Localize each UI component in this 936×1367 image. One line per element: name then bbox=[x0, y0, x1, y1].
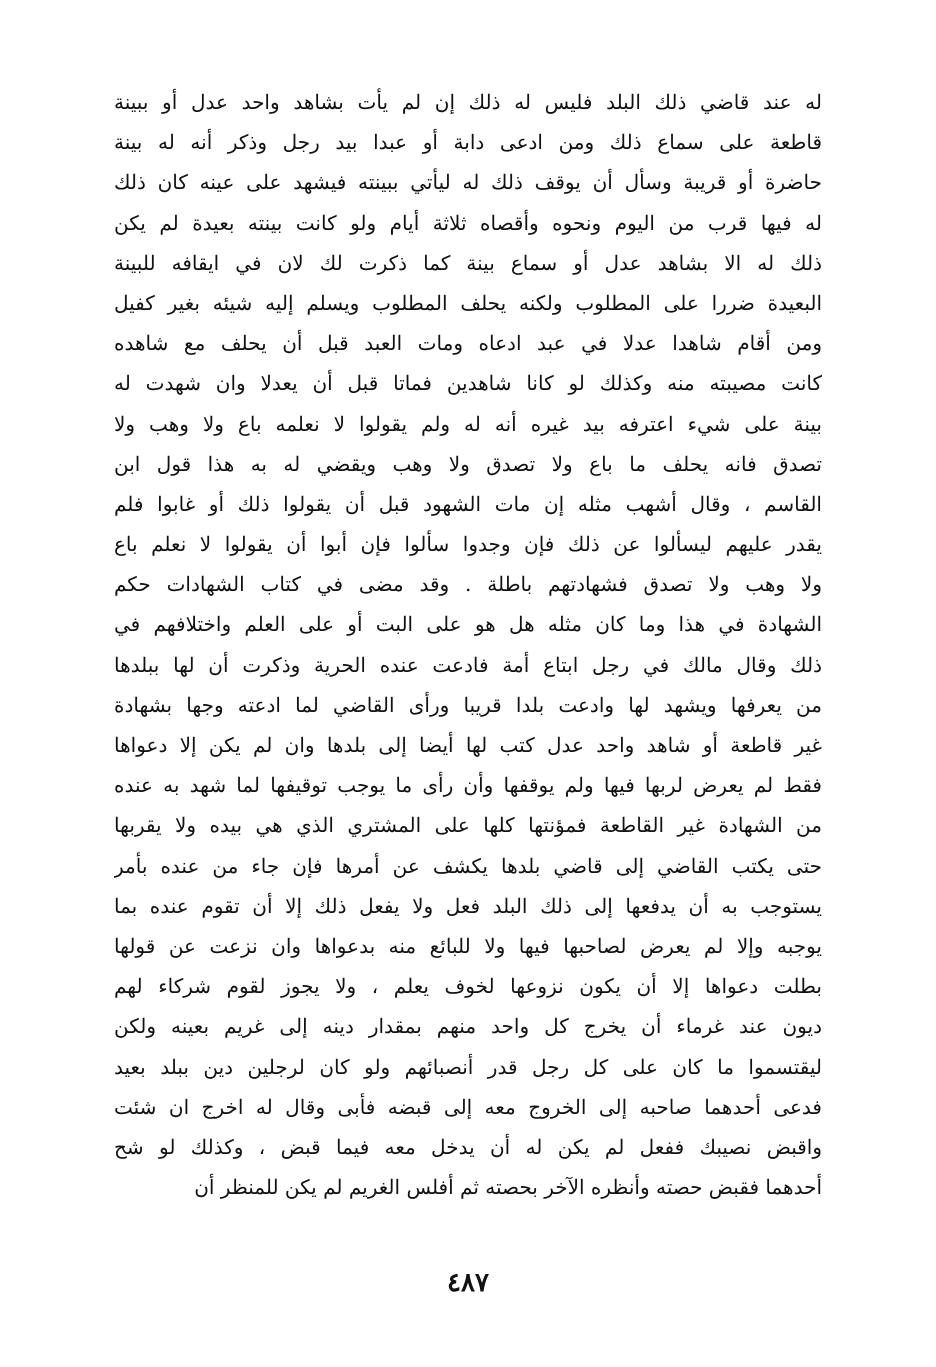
text-line: ذلك له الا بشاهد عدل أو سماع بينة كما ذكرت لك لان في ايقافه للبينة bbox=[114, 250, 822, 275]
text-line: واقبض نصيبك ففعل لم يكن له أن يدخل معه فيما قبض ، وكذلك لو شح bbox=[114, 1134, 822, 1159]
text-line: فدعى أحدهما صاحبه إلى الخروج معه إلى قبضه فأبى وقال له اخرج ان شئت bbox=[114, 1094, 822, 1119]
text-line: ذلك وقال مالك في رجل ابتاع أمة فادعت عنده الحرية وذكرت أن لها ببلدها bbox=[114, 652, 822, 677]
text-line: تصدق فانه يحلف ما باع ولا تصدق ولا وهب ويقضي له به هذا قول ابن bbox=[114, 451, 822, 476]
text-line: كانت مصيبته منه وكذلك لو كانا شاهدين فماتا قبل أن يعدلا وان شهدت له bbox=[114, 371, 822, 396]
text-line: البعيدة ضررا على المطلوب ولكنه يحلف المطلوب ويسلم إليه شيئه بغير كفيل bbox=[114, 290, 822, 315]
text-line: ديون عند غرماء أن يخرج كل واحد منهم بمقدار دينه إلى غريم بعينه ولكن bbox=[114, 1014, 822, 1039]
text-line: فقط لم يعرض لربها فيها ولم يوقفها وأن رأى ما يوجب توقيفها لما شهد به عنده bbox=[114, 773, 822, 798]
text-line: بطلت دعواها إلا أن يكون نزوعها لخوف يعلم ، ولا يجوز لقوم شركاء لهم bbox=[114, 974, 822, 999]
text-line: له عند قاضي ذلك البلد فليس له ذلك إن لم يأت بشاهد واحد عدل أو ببينة bbox=[114, 90, 822, 114]
text-line: ومن أقام شاهدا عدلا في عبد ادعاه ومات العبد قبل أن يحلف مع شاهده bbox=[114, 331, 822, 356]
text-line: من الشهادة غير القاطعة فمؤنتها كلها على المشتري الذي هي بيده ولا يقربها bbox=[114, 813, 822, 838]
text-line: أحدهما فقبض حصته وأنظره الآخر بحصته ثم أفلس الغريم لم يكن للمنظر أن bbox=[194, 1175, 822, 1200]
text-line: يوجبه وإلا لم يعرض لصاحبها فيها ولا للبائع منه بدعواها وان نزعت عن قولها bbox=[114, 933, 822, 958]
page-number: ٤٨٧ bbox=[447, 1268, 489, 1298]
text-line: من يعرفها ويشهد لها وادعت بلدا قريبا ورأى القاضي لما ادعته وجها بشهادة bbox=[114, 692, 822, 717]
text-line: الشهادة في هذا وما كان مثله هل هو على البت أو على العلم واختلافهم في bbox=[114, 612, 822, 637]
text-line: حتى يكتب القاضي إلى قاضي بلدها يكشف عن أمرها فإن جاء من عنده بأمر bbox=[114, 853, 822, 878]
text-line: ليقتسموا ما كان على كل رجل قدر أنصبائهم ولو كان لرجلين دين ببلد بعيد bbox=[114, 1054, 822, 1079]
body-text bbox=[114, 82, 822, 1207]
text-line: يستوجب به أن يدفعها إلى ذلك البلد فعل ولا يفعل ذلك إلا أن تقوم عنده بما bbox=[114, 893, 822, 918]
text-line: له فيها قرب من اليوم ونحوه وأقصاه ثلاثة أيام ولو كانت بينته بعيدة لم يكن bbox=[114, 210, 822, 235]
text-line: غير قاطعة أو شاهد واحد عدل كتب لها أيضا إلى بلدها وان لم يكن إلا دعواها bbox=[114, 733, 822, 757]
text-line: ولا وهب ولا تصدق فشهادتهم باطلة . وقد مضى في كتاب الشهادات حكم bbox=[114, 572, 822, 597]
text-line: حاضرة أو قريبة وسأل أن يوقف ذلك له ليأتي ببينته فيشهد على عينه كان ذلك bbox=[114, 170, 822, 195]
text-line: يقدر عليهم ليسألوا عن ذلك فإن وجدوا سألوا فإن أبوا أن يقولوا لا نعلم باع bbox=[114, 532, 822, 557]
text-line: قاطعة على سماع ذلك ومن ادعى دابة أو عبدا بيد رجل وذكر أنه له بينة bbox=[114, 130, 822, 155]
text-line: القاسم ، وقال أشهب مثله إن مات الشهود قبل أن يقولوا ذلك أو غابوا فلم bbox=[114, 491, 822, 516]
text-line: بينة على شيء اعترفه بيد غيره أنه له ولم يقولوا لا نعلمه باع ولا وهب ولا bbox=[114, 411, 822, 436]
